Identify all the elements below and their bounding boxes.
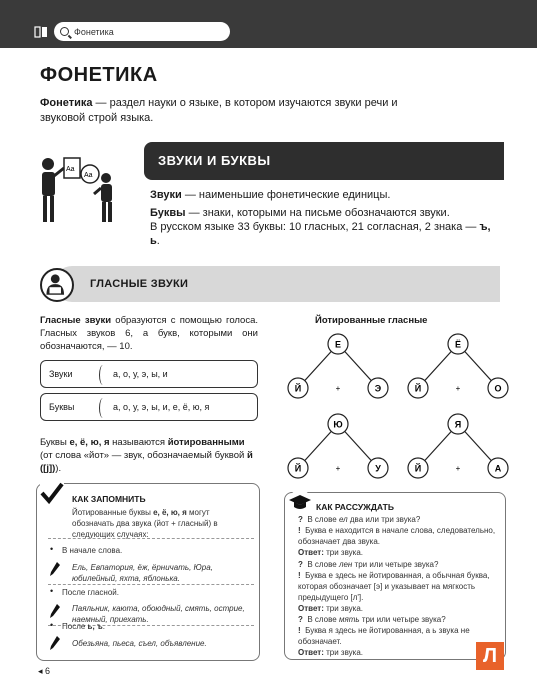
search-icon — [60, 27, 69, 36]
section-header-vowels — [54, 266, 500, 302]
remember-lead: Йотированные буквы е, ё, ю, я могут обозначать два звука (йот + гласный) в следующих случаях: — [72, 508, 218, 539]
tree-plus: + — [455, 384, 461, 393]
table-row: Буквы а, о, у, э, ы, и, е, ё, ю, я — [40, 393, 258, 421]
case-signs: После ь, ъ. — [62, 622, 105, 631]
pen-icon — [50, 562, 60, 576]
explanation-1: ! Буква е находится в начале слова, следовательно, обозначает два звука. — [298, 526, 496, 546]
page-number: ◂ 6 — [38, 666, 51, 676]
svg-text:Aa: Aa — [84, 172, 93, 179]
people-illustration-icon — [38, 156, 128, 226]
svg-text:Aa: Aa — [66, 166, 75, 173]
vowels-definition: Гласные звуки образуются с помощью голоса. Гласных звуков 6, а букв, которыми они обозначаются, — 10. — [40, 315, 258, 352]
explanation-2: ! Буква е здесь не йотированная, а обычная буква, которая обозначает [э] и указывает на мягкость предыдущего [л']. — [298, 571, 490, 602]
example-vowel: Паяльник, каюта, обоюдный, смять, острие, наемный, приехать. — [72, 604, 245, 624]
search-query: Фонетика — [74, 26, 114, 37]
reader-icon — [40, 268, 74, 302]
iotated-title: Йотированные гласные — [315, 315, 428, 326]
example-start: Ель, Евпатория, ёж, ёрничать, Юра, юбилейный, яхта, яблонька. — [72, 563, 213, 583]
reasoning-heading: КАК РАССУЖДАТЬ — [316, 502, 394, 512]
tree-node-top: Я — [454, 419, 462, 430]
answer-3: Ответ: три звука. — [298, 648, 364, 657]
intro-text: Фонетика — раздел науки о языке, в котором изучаются звуки речи и звуковой строй языка. — [40, 97, 398, 124]
top-toolbar — [0, 0, 537, 48]
example-signs: Обезьяна, пьеса, съел, объявление. — [72, 639, 207, 648]
tree-plus: + — [455, 464, 461, 473]
page-title: ФОНЕТИКА — [40, 64, 158, 86]
question-3: ? В слове мять три или четыре звука? — [298, 615, 446, 624]
tree-plus: + — [335, 464, 341, 473]
tree-node-right: Э — [374, 383, 382, 394]
tree-node-right: О — [494, 383, 502, 394]
publisher-logo: Л — [476, 642, 504, 670]
tree-node-top: Ё — [454, 339, 462, 350]
book-icon[interactable] — [34, 26, 48, 38]
case-vowel: После гласной. — [62, 588, 119, 597]
section-header-sounds-letters — [144, 142, 504, 180]
answer-1: Ответ: три звука. — [298, 548, 364, 557]
graduation-cap-icon — [288, 490, 312, 514]
tree-plus: + — [335, 384, 341, 393]
section-title: ГЛАСНЫЕ ЗВУКИ — [90, 278, 189, 290]
question-2: ? В слове лен три или четыре звука? — [298, 560, 439, 569]
explanation-3: ! Буква я здесь не йотированная, а ь звука не обозначает. — [298, 626, 470, 646]
pen-icon — [50, 636, 60, 650]
checkmark-icon — [40, 481, 64, 505]
tree-node-right: А — [494, 463, 502, 474]
case-start: В начале слова. — [62, 546, 123, 555]
tree-node-left: Й — [414, 383, 422, 394]
tree-node-left: Й — [294, 383, 302, 394]
table-row: Звуки а, о, у, э, ы, и — [40, 360, 258, 388]
search-field[interactable] — [54, 22, 230, 41]
tree-node-top: Е — [334, 339, 342, 350]
sounds-letters-text: Звуки — наименьшие фонетические единицы. Буквы — знаки, которыми на письме обозначаются звуки. В русском языке 33 буквы: 10 гласных, 21 согласная, 2 знака — ъ, ь. — [150, 189, 491, 247]
tree-node-right: У — [375, 463, 381, 474]
iotated-trees-diagram — [280, 328, 510, 488]
answer-2: Ответ: три звука. — [298, 604, 364, 613]
pen-icon — [50, 604, 60, 618]
tree-node-left: Й — [414, 463, 422, 474]
question-1: ? В слове ел два или три звука? — [298, 515, 421, 524]
iotated-definition: Буквы е, ё, ю, я называются йотированными (от слова «йот» — звук, обозначаемый буквой й ([j])). — [40, 437, 253, 474]
remember-heading: КАК ЗАПОМНИТЬ — [72, 494, 146, 504]
section-title: ЗВУКИ И БУКВЫ — [158, 153, 271, 168]
tree-node-left: Й — [294, 463, 302, 474]
tree-node-top: Ю — [333, 419, 343, 430]
